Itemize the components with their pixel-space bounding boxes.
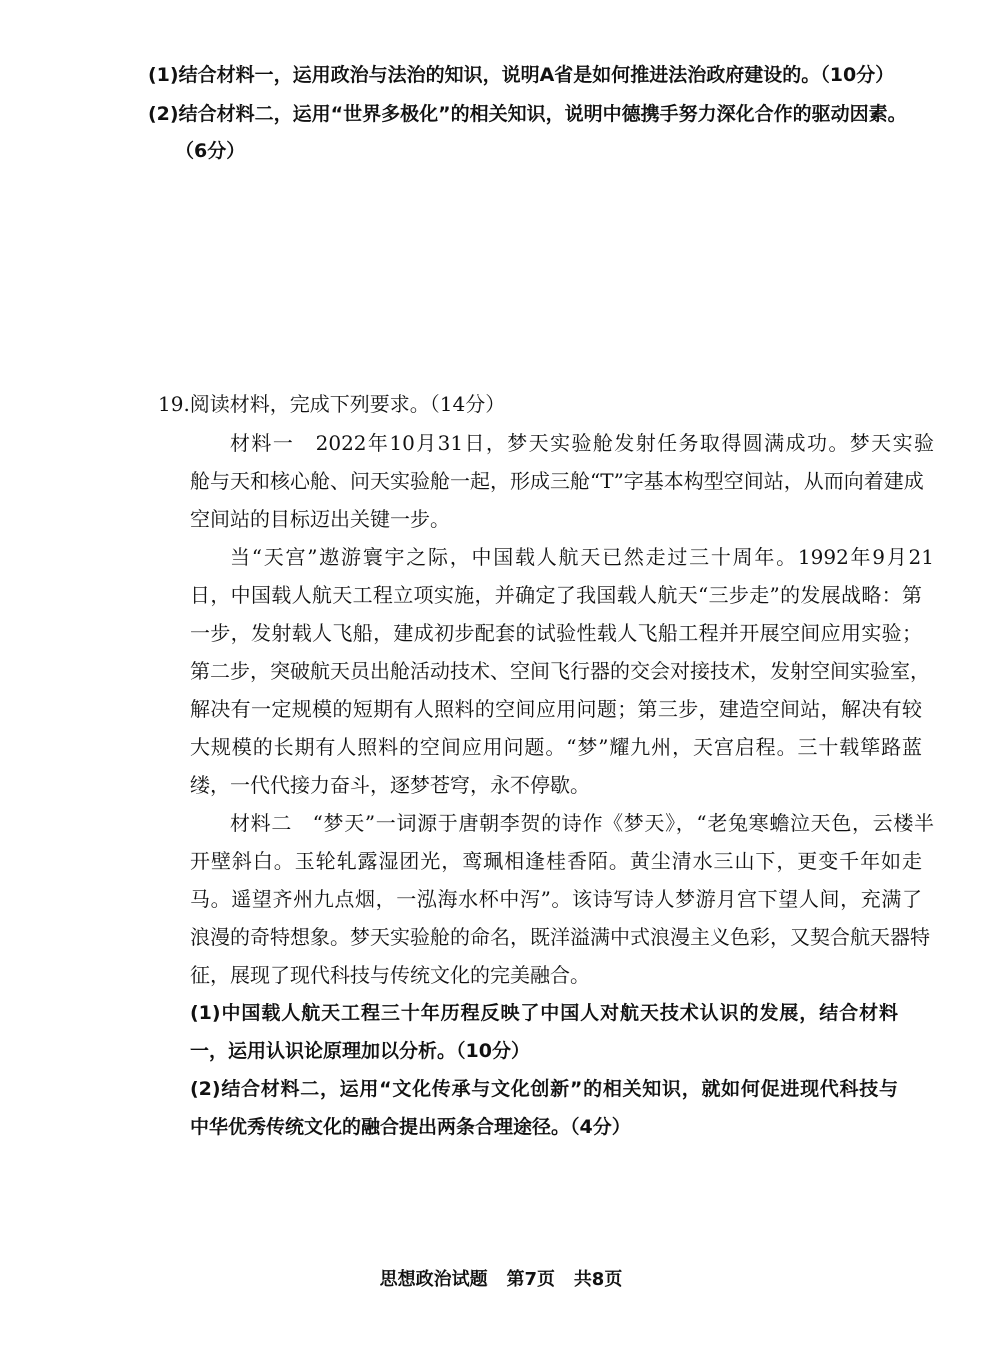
q19-part2-line1: (2)结合材料二，运用“文化传承与文化创新”的相关知识，就如何促进现代科技与	[190, 1078, 898, 1100]
q19-heading: 19.阅读材料，完成下列要求。（14分）	[158, 392, 506, 416]
page-footer	[0, 1268, 1002, 1292]
q19-part1-line2: 一，运用认识论原理加以分析。（10分）	[190, 1040, 530, 1062]
material2-line: 马。遥望齐州九点烟，一泓海水杯中泻”。该诗写诗人梦游月宫下望人间，充满了	[190, 887, 922, 911]
q19-part1-line1: (1)中国载人航天工程三十年历程反映了中国人对航天技术认识的发展，结合材料	[190, 1002, 898, 1024]
material1-line: 舱与天和核心舱、问天实验舱一起，形成三舱“T”字基本构型空间站，从而向着建成	[190, 469, 924, 493]
prev-question-part2-line1: (2)结合材料二，运用“世界多极化”的相关知识，说明中德携手努力深化合作的驱动因素。	[148, 103, 907, 125]
prev-question-part2-line2: （6分）	[175, 140, 246, 162]
material2-line: 浪漫的奇特想象。梦天实验舱的命名，既洋溢满中式浪漫主义色彩，又契合航天器特	[190, 925, 930, 949]
material1-line: 大规模的长期有人照料的空间应用问题。“梦”耀九州，天宫启程。三十载筚路蓝	[190, 735, 922, 759]
q19-part2-line2: 中华优秀传统文化的融合提出两条合理途径。（4分）	[190, 1116, 631, 1138]
material2-line: 征，展现了现代科技与传统文化的完美融合。	[190, 963, 590, 987]
material1-line: 空间站的目标迈出关键一步。	[190, 507, 450, 531]
material1-line: 第二步，突破航天员出舱活动技术、空间飞行器的交会对接技术，发射空间实验室，	[190, 659, 930, 683]
footer-subject: 思想政治试题	[379, 1269, 488, 1290]
material1-line: 材料一 2022年10月31日，梦天实验舱发射任务取得圆满成功。梦天实验	[230, 431, 934, 455]
material2-line: 材料二 “梦天”一词源于唐朝李贺的诗作《梦天》，“老兔寒蟾泣天色，云楼半	[230, 811, 934, 835]
prev-question-part1: (1)结合材料一，运用政治与法治的知识，说明A省是如何推进法治政府建设的。（10分）	[148, 64, 895, 86]
material1-line: 日，中国载人航天工程立项实施，并确定了我国载人航天“三步走”的发展战略：第	[190, 583, 922, 607]
material1-line: 解决有一定规模的短期有人照料的空间应用问题；第三步，建造空间站，解决有较	[190, 697, 922, 721]
material1-line: 当“天宫”遨游寰宇之际，中国载人航天已然走过三十周年。1992年9月21	[230, 545, 934, 569]
footer-page-number: 第7页	[506, 1269, 555, 1290]
footer-total-pages: 共8页	[573, 1269, 623, 1290]
material1-line: 一步，发射载人飞船，建成初步配套的试验性载人飞船工程并开展空间应用实验；	[190, 621, 922, 645]
material2-line: 开壁斜白。玉轮轧露湿团光，鸾珮相逢桂香陌。黄尘清水三山下，更变千年如走	[190, 849, 922, 873]
material1-line: 缕，一代代接力奋斗，逐梦苍穹，永不停歇。	[190, 773, 590, 797]
